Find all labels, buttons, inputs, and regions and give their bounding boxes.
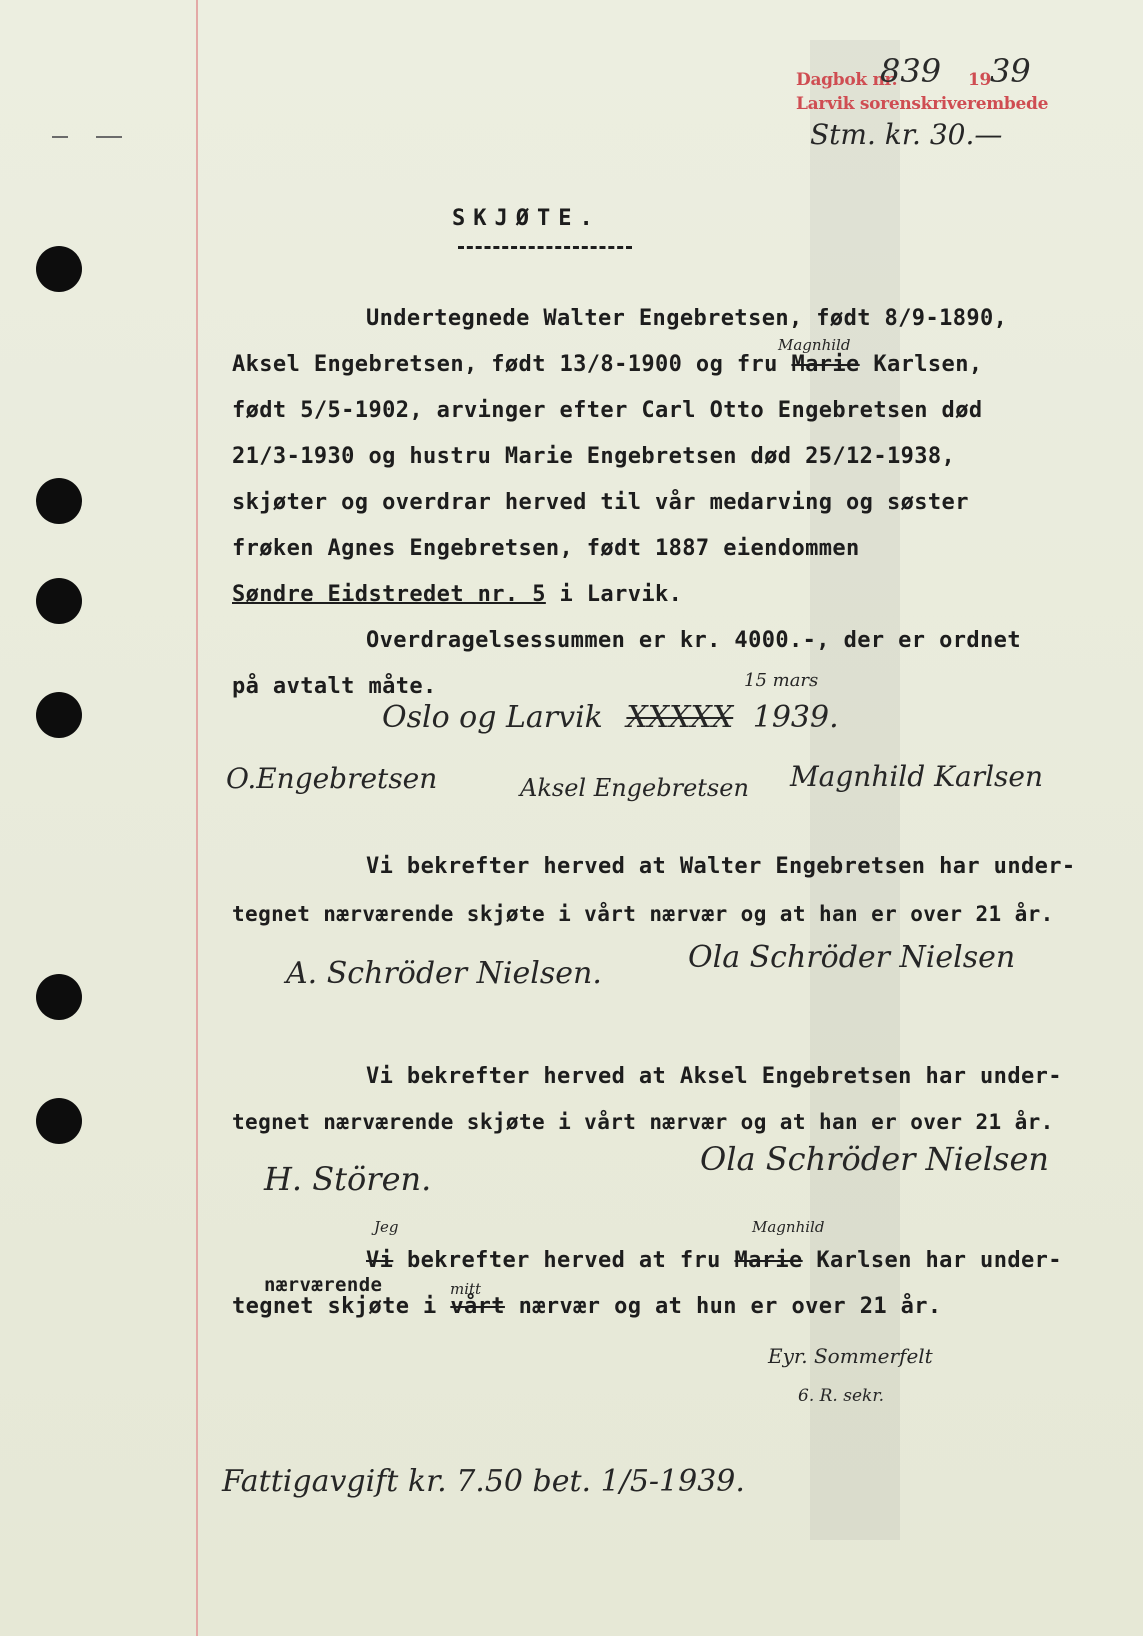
footer-note: Fattigavgift kr. 7.50 bet. 1/5-1939. — [222, 1464, 745, 1499]
dagbok-number: 839 — [880, 52, 942, 90]
title-underline — [458, 246, 632, 249]
office-name: Larvik sorenskriverembede — [796, 94, 1049, 114]
document-title: SKJØTE. — [452, 206, 601, 231]
insert-magnhild: Magnhild — [778, 336, 851, 354]
property-name: Søndre Eidstredet nr. 5 — [232, 582, 546, 607]
text-segment: nærvær og at hun er over 21 år. — [504, 1294, 942, 1319]
place-text: Oslo og Larvik — [382, 700, 603, 735]
punch-hole — [36, 1098, 82, 1144]
attest1-line2: tegnet nærværende skjøte i vårt nærvær og at han er over 21 år. — [232, 902, 1054, 926]
year-suffix: 39 — [990, 52, 1031, 90]
punch-hole — [36, 692, 82, 738]
attest1-signature-2: Ola Schröder Nielsen — [688, 940, 1016, 975]
attest3-line1 — [366, 1248, 1062, 1273]
attest1-signature-1: A. Schröder Nielsen. — [286, 956, 602, 991]
attest3-signature-1: Eyr. Sommerfelt — [768, 1344, 933, 1368]
paragraph1-line5: skjøter og overdrar herved til vår medarving og søster — [232, 490, 969, 515]
signature-3: Magnhild Karlsen — [790, 760, 1044, 793]
text-segment: Aksel Engebretsen, født 13/8-1900 og fru — [232, 352, 792, 377]
insert-magnhild-2: Magnhild — [752, 1218, 825, 1236]
date-insert: 15 mars — [744, 670, 819, 691]
struck-vi: Vi — [366, 1248, 394, 1273]
paragraph1-line6: frøken Agnes Engebretsen, født 1887 eiendommen — [232, 536, 860, 561]
attest2-line2: tegnet nærværende skjøte i vårt nærvær og at han er over 21 år. — [232, 1110, 1054, 1134]
insert-mitt: mitt — [450, 1280, 482, 1298]
paragraph2-line1: Overdragelsessummen er kr. 4000.-, der er ordnet — [366, 628, 1021, 653]
dagbok-label: Dagbok nr. — [796, 70, 898, 90]
place-date — [382, 700, 839, 735]
margin-mark — [52, 136, 68, 138]
signature-2: Aksel Engebretsen — [520, 774, 749, 802]
paragraph1-line4: 21/3-1930 og hustru Marie Engebretsen død 25/12-1938, — [232, 444, 956, 469]
fee-note: Stm. kr. 30.— — [810, 118, 1003, 151]
paragraph1-line1: Undertegnede Walter Engebretsen, født 8/9-1890, — [366, 306, 1008, 331]
text-segment: Karlsen, — [859, 352, 983, 377]
punch-hole — [36, 578, 82, 624]
attest2-signature-2: Ola Schröder Nielsen — [700, 1140, 1049, 1178]
struck-name: Marie — [791, 352, 860, 377]
struck-name: Marie — [734, 1248, 803, 1273]
year-prefix: 19 — [968, 70, 992, 90]
text-segment: tegnet skjøte i — [232, 1294, 451, 1319]
punch-hole — [36, 246, 82, 292]
margin-mark — [96, 136, 122, 138]
attest3-line2 — [232, 1294, 942, 1319]
text-segment: i Larvik. — [545, 582, 683, 607]
insert-jeg: Jeg — [374, 1218, 399, 1236]
paragraph1-line2 — [232, 352, 983, 377]
margin-rule — [196, 0, 198, 1636]
text-segment: bekrefter herved at fru — [393, 1248, 735, 1273]
attest1-line1: Vi bekrefter herved at Walter Engebretsen har under- — [366, 854, 1076, 879]
paragraph2-line2: på avtalt måte. — [232, 674, 437, 699]
punch-hole — [36, 974, 82, 1020]
insert-naervaerende: nærværende — [264, 1274, 383, 1296]
attest2-line1: Vi bekrefter herved at Aksel Engebretsen har under- — [366, 1064, 1062, 1089]
attest2-signature-1: H. Stören. — [264, 1160, 432, 1198]
paragraph1-line3: født 5/5-1902, arvinger efter Carl Otto Engebretsen død — [232, 398, 983, 423]
struck-vaart: vårt — [450, 1294, 505, 1319]
signature-1: O.Engebretsen — [226, 762, 438, 795]
punch-hole — [36, 478, 82, 524]
struck-date: XXXXX — [626, 700, 734, 735]
text-segment: Karlsen har under- — [802, 1248, 1062, 1273]
paragraph1-line7 — [232, 582, 682, 607]
attest3-signature-2: 6. R. sekr. — [798, 1386, 884, 1406]
date-year: 1939. — [752, 700, 839, 735]
